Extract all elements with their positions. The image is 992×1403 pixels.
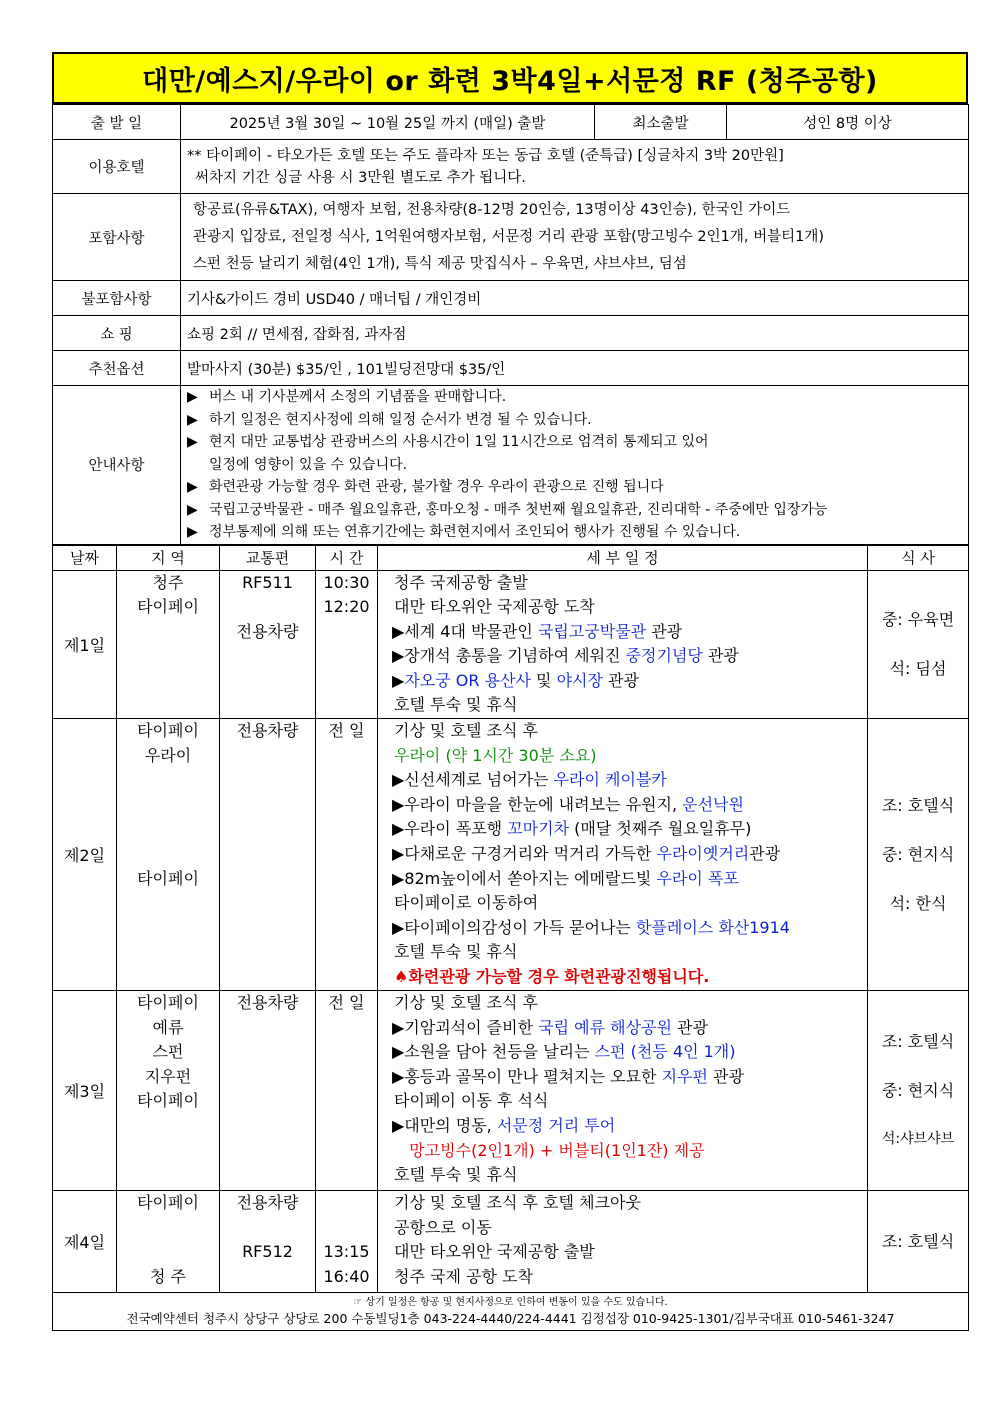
meal-item: 중: 현지식	[881, 1081, 955, 1101]
cell-line	[322, 669, 371, 694]
detail-line	[384, 1240, 861, 1265]
shopping-value: 쇼핑 2회 // 면세점, 잡화점, 과자점	[181, 316, 969, 351]
page-title: 대만/예스지/우라이 or 화련 3박4일+서문정 RF (청주공항)	[52, 52, 968, 104]
cell-line	[226, 1216, 309, 1241]
detail-segment: 호텔 투숙 및 휴식	[394, 1165, 518, 1185]
details-cell	[378, 991, 868, 1191]
transport-cell	[220, 719, 316, 991]
schedule-table	[52, 545, 969, 1332]
detail-line	[384, 1016, 861, 1041]
detail-segment: 청주 국제공항 출발	[394, 572, 528, 592]
cell-line	[322, 620, 371, 645]
detail-segment: 운선낙원	[682, 794, 744, 814]
detail-segment: 관광	[702, 646, 739, 666]
cell-line: 청 주	[150, 1266, 186, 1286]
cell-line: 13:15	[323, 1242, 370, 1262]
day-row	[53, 719, 969, 991]
cell-line	[123, 891, 213, 916]
detail-line	[384, 1216, 861, 1241]
day-label: 제4일	[53, 1191, 117, 1293]
meals-cell	[868, 1191, 969, 1293]
cell-line	[226, 644, 309, 669]
cell-line	[322, 644, 371, 669]
meal-item: 석:샤브샤브	[881, 1131, 955, 1148]
detail-segment: 관광	[707, 1066, 744, 1086]
detail-segment: 기상 및 호텔 조식 후 호텔 체크아웃	[394, 1193, 641, 1213]
guide-value	[181, 386, 969, 545]
day-label: 제2일	[53, 719, 117, 991]
cell-line: 전 일	[328, 993, 365, 1013]
detail-line	[384, 940, 861, 965]
bullet-icon: ▶	[187, 434, 198, 450]
bullet-icon: ▶	[187, 479, 198, 495]
guide-line	[187, 454, 962, 477]
detail-segment: 스펀 (천등 4인 1개)	[594, 1042, 736, 1062]
cell-line	[322, 1216, 371, 1241]
detail-segment: 망고빙수(2인1개) + 버블티(1인1잔) 제공	[394, 1140, 705, 1160]
cell-line: 전용차량	[236, 721, 299, 741]
hotel-label: 이용호텔	[53, 140, 181, 194]
exclude-label: 불포함사항	[53, 281, 181, 316]
detail-segment: 우라이 케이블카	[553, 770, 667, 790]
cell-line	[123, 940, 213, 965]
detail-segment: 타이페이 이동 후 석식	[394, 1091, 549, 1111]
meal-item: 조: 호텔식	[881, 1232, 955, 1252]
meals-cell	[868, 719, 969, 991]
meal-item: 중: 우육면	[881, 610, 955, 630]
cell-line: 타이페이	[137, 597, 199, 617]
cell-line: 지우펀	[144, 1066, 192, 1086]
footer	[53, 1293, 969, 1331]
bullet-icon: ▶	[187, 389, 198, 405]
detail-segment: 야시장	[556, 670, 603, 690]
cell-line: 타이페이	[137, 721, 199, 741]
detail-line	[384, 1040, 861, 1065]
header-region: 지 역	[117, 545, 220, 570]
detail-line	[384, 793, 861, 818]
cell-line	[226, 669, 309, 694]
cell-line: 타이페이	[137, 993, 199, 1013]
day-row	[53, 991, 969, 1191]
detail-line	[384, 842, 861, 867]
detail-line	[384, 1089, 861, 1114]
guide-label: 안내사항	[53, 386, 181, 545]
info-table	[52, 104, 969, 545]
detail-line	[384, 1191, 861, 1216]
time-cell	[316, 991, 378, 1191]
time-cell	[316, 719, 378, 991]
detail-segment: ▶신선세계로 넘어가는	[392, 770, 554, 790]
region-cell	[117, 1191, 220, 1293]
detail-segment: 우라이 (약 1시간 30분 소요)	[394, 745, 597, 765]
detail-segment: 및	[530, 670, 557, 690]
detail-segment: 관광	[646, 621, 683, 641]
meal-item: 중: 현지식	[881, 845, 955, 865]
cell-line	[123, 842, 213, 867]
detail-segment: 대만 타오위안 국제공항 도착	[394, 597, 595, 617]
detail-line	[384, 669, 861, 694]
cell-line: RF512	[242, 1242, 293, 1262]
guide-line	[187, 431, 962, 454]
transport-cell	[220, 1191, 316, 1293]
detail-line	[384, 817, 861, 842]
option-value: 발마사지 (30분) $35/인 , 101빌딩전망대 $35/인	[181, 351, 969, 386]
detail-segment: 꼬마기차	[507, 819, 570, 839]
detail-segment: ▶장개석 총통을 기념하여 세워진	[392, 646, 626, 666]
detail-segment: 국립고궁박물관	[537, 621, 647, 641]
detail-segment: 기상 및 호텔 조식 후	[394, 993, 538, 1013]
details-cell	[378, 719, 868, 991]
hotel-line: 써차지 기간 싱글 사용 시 3만원 별도로 추가 됩니다.	[195, 169, 526, 186]
cell-line	[123, 693, 213, 718]
cell-line	[123, 1240, 213, 1265]
cell-line: 청주	[152, 572, 184, 592]
detail-segment: 핫플레이스 화산1914	[635, 917, 790, 937]
meal-item: 조: 호텔식	[881, 1032, 955, 1052]
detail-segment: 타이페이로 이동하여	[394, 893, 539, 913]
detail-segment: 국립 예류 해상공원	[538, 1017, 672, 1037]
detail-segment: ▶소원을 담아 천등을 날리는	[392, 1042, 595, 1062]
cell-line: 타이페이	[137, 1091, 199, 1111]
detail-segment: 관광	[749, 844, 781, 864]
detail-segment: (매달 첫째주 월요일휴무)	[569, 819, 752, 839]
option-label: 추천옵션	[53, 351, 181, 386]
meal-item: 석: 한식	[889, 894, 947, 914]
detail-segment: 지우펀	[661, 1066, 708, 1086]
detail-segment: ▶	[392, 670, 405, 690]
cell-line	[322, 693, 371, 718]
detail-line	[384, 867, 861, 892]
include-line: 스펀 천등 날리기 체험(4인 1개), 특식 제공 맛집식사 – 우육면, 샤브샤브, 딤섬	[193, 255, 687, 272]
detail-line	[384, 744, 861, 769]
detail-line	[384, 620, 861, 645]
detail-line	[384, 1114, 861, 1139]
transport-cell	[220, 570, 316, 719]
detail-segment: 대만 타오위안 국제공항 출발	[394, 1242, 595, 1262]
guide-line-text: 현지 대만 교통법상 관광버스의 사용시간이 1일 11시간으로 엄격히 통제되고 있어	[209, 434, 709, 450]
detail-line	[384, 1139, 861, 1164]
guide-line	[187, 476, 962, 499]
detail-segment: 관광	[602, 670, 639, 690]
min-departure-label: 최소출발	[595, 105, 727, 140]
detail-line	[384, 965, 861, 990]
cell-line	[123, 768, 213, 793]
region-cell	[117, 570, 220, 719]
guide-line	[187, 499, 962, 522]
day-row	[53, 570, 969, 719]
meals-cell	[868, 570, 969, 719]
guide-line-text: 하기 일정은 현지사정에 의해 일정 순서가 변경 될 수 있습니다.	[209, 411, 592, 428]
detail-segment: ♠화련관광 가능할 경우 화련관광진행됩니다.	[394, 967, 710, 986]
itinerary-page	[52, 52, 968, 1331]
detail-line	[384, 571, 861, 596]
include-label: 포함사항	[53, 194, 181, 281]
meals-cell	[868, 991, 969, 1191]
detail-segment: 우라이옛거리	[656, 844, 750, 864]
bullet-icon: ▶	[187, 524, 198, 540]
cell-line	[123, 916, 213, 941]
bullet-icon: ▶	[187, 501, 198, 518]
detail-segment: 관광	[671, 1017, 708, 1037]
cell-line	[123, 817, 213, 842]
header-transport: 교통편	[220, 545, 316, 570]
cell-line: 10:30	[323, 572, 370, 592]
detail-line	[384, 719, 861, 744]
cell-line	[226, 1265, 309, 1290]
shopping-label: 쇼 핑	[53, 316, 181, 351]
cell-line	[123, 1216, 213, 1241]
header-details: 세 부 일 정	[378, 545, 868, 570]
detail-line	[384, 916, 861, 941]
cell-line: 타이페이	[137, 868, 199, 888]
exclude-value: 기사&가이드 경비 USD40 / 매너팁 / 개인경비	[181, 281, 969, 316]
include-line: 관광지 입장료, 전일정 식사, 1억원여행자보험, 서문정 거리 관광 포함(망고빙수 2인1개, 버블티1개)	[193, 228, 824, 245]
guide-line	[187, 521, 962, 544]
header-date: 날짜	[53, 545, 117, 570]
cell-line: 12:20	[323, 597, 370, 617]
detail-segment: 서문정 거리 투어	[496, 1116, 616, 1136]
detail-segment: ▶대만의 명동,	[392, 1116, 497, 1136]
bullet-icon: ▶	[187, 411, 198, 428]
header-time: 시 간	[316, 545, 378, 570]
cell-line: 전 일	[328, 721, 365, 741]
day-label: 제3일	[53, 991, 117, 1191]
day-row	[53, 1191, 969, 1293]
detail-segment: 기상 및 호텔 조식 후	[394, 721, 538, 741]
detail-segment: ▶우라이 마을을 한눈에 내려보는 유원지,	[392, 794, 683, 814]
detail-segment: ▶홍등과 골목이 만나 펼쳐지는 오묘한	[392, 1066, 662, 1086]
detail-segment: 자오궁 OR 용산사	[404, 670, 531, 690]
departure-value: 2025년 3월 30일 ~ 10월 25일 까지 (매일) 출발	[181, 105, 595, 140]
min-departure-value: 성인 8명 이상	[727, 105, 969, 140]
detail-segment: 호텔 투숙 및 휴식	[394, 942, 518, 962]
cell-line	[123, 669, 213, 694]
detail-segment: ▶우라이 폭포행	[392, 819, 508, 839]
region-cell	[117, 991, 220, 1191]
detail-segment: ▶82m높이에서 쏟아지는 에메랄드빛	[392, 868, 657, 888]
detail-segment: 우라이 폭포	[656, 868, 739, 888]
details-cell	[378, 1191, 868, 1293]
detail-segment: 청주 국제 공항 도착	[394, 1266, 533, 1286]
hotel-value	[181, 140, 969, 194]
detail-line	[384, 891, 861, 916]
detail-line	[384, 693, 861, 718]
cell-line	[226, 693, 309, 718]
detail-line	[384, 1065, 861, 1090]
detail-line	[384, 1265, 861, 1290]
time-cell	[316, 570, 378, 719]
detail-line	[384, 644, 861, 669]
cell-line: 타이페이	[137, 1193, 199, 1213]
cell-line: RF511	[242, 572, 293, 592]
detail-segment: 호텔 투숙 및 휴식	[394, 695, 518, 715]
include-value	[181, 194, 969, 281]
detail-segment: ▶기암괴석이 즐비한	[392, 1017, 539, 1037]
detail-line	[384, 595, 861, 620]
meal-item: 조: 호텔식	[881, 796, 955, 816]
cell-line	[322, 1191, 371, 1216]
day-label: 제1일	[53, 570, 117, 719]
detail-segment: ▶세계 4대 박물관인	[392, 621, 538, 641]
transport-cell	[220, 991, 316, 1191]
cell-line	[123, 793, 213, 818]
detail-line	[384, 991, 861, 1016]
detail-segment: 중정기념당	[625, 646, 703, 666]
include-line: 항공료(유류&TAX), 여행자 보험, 전용차량(8-12명 20인승, 13명이상 43인승), 한국인 가이드	[193, 201, 791, 218]
guide-line	[187, 386, 962, 409]
departure-label: 출 발 일	[53, 105, 181, 140]
detail-line	[384, 1163, 861, 1188]
cell-line	[123, 620, 213, 645]
guide-line	[187, 409, 962, 432]
cell-line: 16:40	[323, 1266, 370, 1286]
footer-contact: 전국예약센터 청주시 상당구 상당로 200 수동빌딩1층 043-224-4440/224-4441 김정섭장 010-9425-1301/김부국대표 010-5461-3247	[126, 1311, 895, 1327]
hotel-line: ** 타이페이 - 타오가든 호텔 또는 주도 플라자 또는 동급 호텔 (준특급) [싱글차지 3박 20만원]	[187, 147, 784, 164]
meal-item: 석: 딤섬	[889, 659, 947, 679]
detail-segment: ▶다채로운 구경거리와 먹거리 가득한	[392, 844, 657, 864]
footer-note: ☞ 상기 일정은 항공 및 현지사정으로 인하여 변동이 있을 수도 있습니다.	[353, 1297, 668, 1309]
guide-line-text: 국립고궁박물관 - 매주 월요일휴관, 홍마오청 - 매주 첫번째 월요일휴관, 진리대학 - 주중에만 입장가능	[209, 501, 828, 518]
guide-line-text: 화련관광 가능할 경우 화련 관광, 불가할 경우 우라이 관광으로 진행 됩니다	[209, 479, 664, 495]
cell-line	[123, 644, 213, 669]
cell-line: 스펀	[152, 1042, 184, 1062]
cell-line: 전용차량	[236, 1193, 299, 1213]
cell-line: 우라이	[144, 745, 192, 765]
cell-line	[226, 595, 309, 620]
guide-line-text: 버스 내 기사분께서 소정의 기념품을 판매합니다.	[209, 389, 507, 405]
region-cell	[117, 719, 220, 991]
details-cell	[378, 570, 868, 719]
cell-line: 전용차량	[236, 993, 299, 1013]
detail-segment: 공항으로 이동	[394, 1217, 492, 1237]
guide-line-text: 일정에 영향이 있을 수 있습니다.	[209, 456, 408, 473]
time-cell	[316, 1191, 378, 1293]
cell-line: 예류	[152, 1017, 184, 1037]
guide-line-text: 정부통제에 의해 또는 연휴기간에는 화련현지에서 조인되어 행사가 진행될 수 있습니다.	[209, 524, 741, 540]
header-meals: 식 사	[868, 545, 969, 570]
cell-line: 전용차량	[236, 621, 299, 641]
detail-segment: ▶타이페이의감성이 가득 묻어나는	[392, 917, 636, 937]
detail-line	[384, 768, 861, 793]
